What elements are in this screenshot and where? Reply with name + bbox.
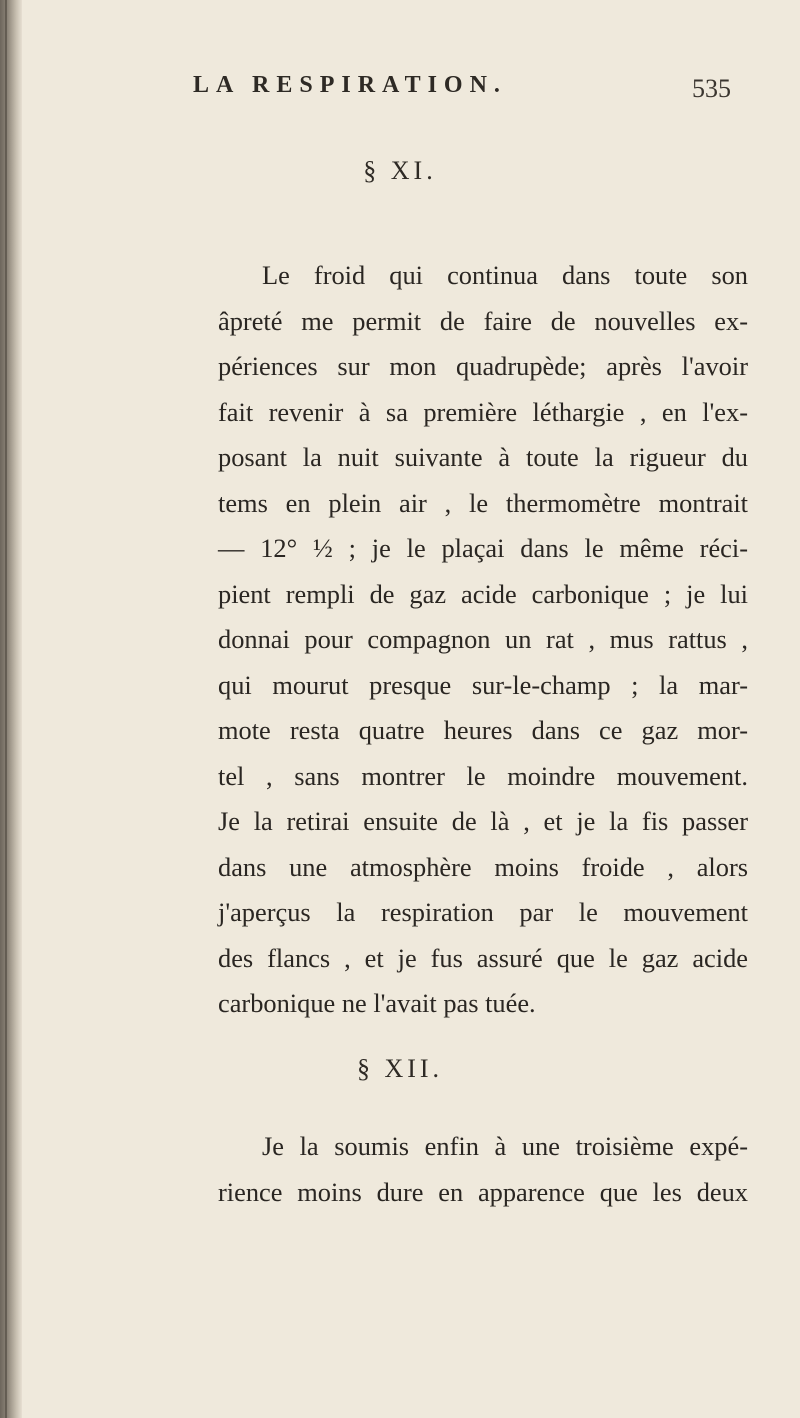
gutter-shadow-line (5, 0, 7, 1418)
text-line: Je la soumis enfin à une troisième expé- (262, 1131, 748, 1161)
text-line: tel , sans montrer le moindre mouvement. (218, 760, 748, 791)
text-line: — 12° ½ ; je le plaçai dans le même réci- (218, 533, 748, 563)
page-number: 535 (692, 74, 731, 103)
text-line: périences sur mon quadrupède; après l'avoir (218, 351, 748, 381)
text-line: fait revenir à sa première léthargie , en l'ex- (218, 396, 748, 427)
text-line: rience moins dure en apparence que les deux (218, 1176, 748, 1207)
text-line: âpreté me permit de faire de nouvelles ex- (218, 305, 748, 336)
text-line: des flancs , et je fus assuré que le gaz acide (218, 942, 748, 973)
page-header (0, 72, 800, 112)
text-line: mote resta quatre heures dans ce gaz mor- (218, 715, 748, 745)
paragraph-section-xi (218, 253, 748, 1027)
text-line: dans une atmosphère moins froide , alors (218, 851, 748, 882)
text-line: tems en plein air , le thermomètre montrait (218, 487, 748, 518)
paragraph-section-xii (218, 1124, 748, 1215)
book-gutter (0, 0, 22, 1418)
text-line: Le froid qui continua dans toute son (262, 260, 748, 290)
text-line: donnai pour compagnon un rat , mus rattus , (218, 624, 748, 654)
text-line: pient rempli de gaz acide carbonique ; je lui (218, 578, 748, 609)
running-head: LA RESPIRATION. (193, 72, 507, 98)
text-line: qui mourut presque sur-le-champ ; la mar- (218, 669, 748, 700)
text-line: carbonique ne l'avait pas tuée. (218, 988, 536, 1018)
text-line: j'aperçus la respiration par le mouvement (218, 897, 748, 927)
section-heading-xii: § XII. (356, 1054, 444, 1083)
section-heading-xi: § XI. (363, 156, 437, 185)
text-line: Je la retirai ensuite de là , et je la fis passer (218, 806, 748, 836)
text-line: posant la nuit suivante à toute la rigueur du (218, 442, 748, 472)
